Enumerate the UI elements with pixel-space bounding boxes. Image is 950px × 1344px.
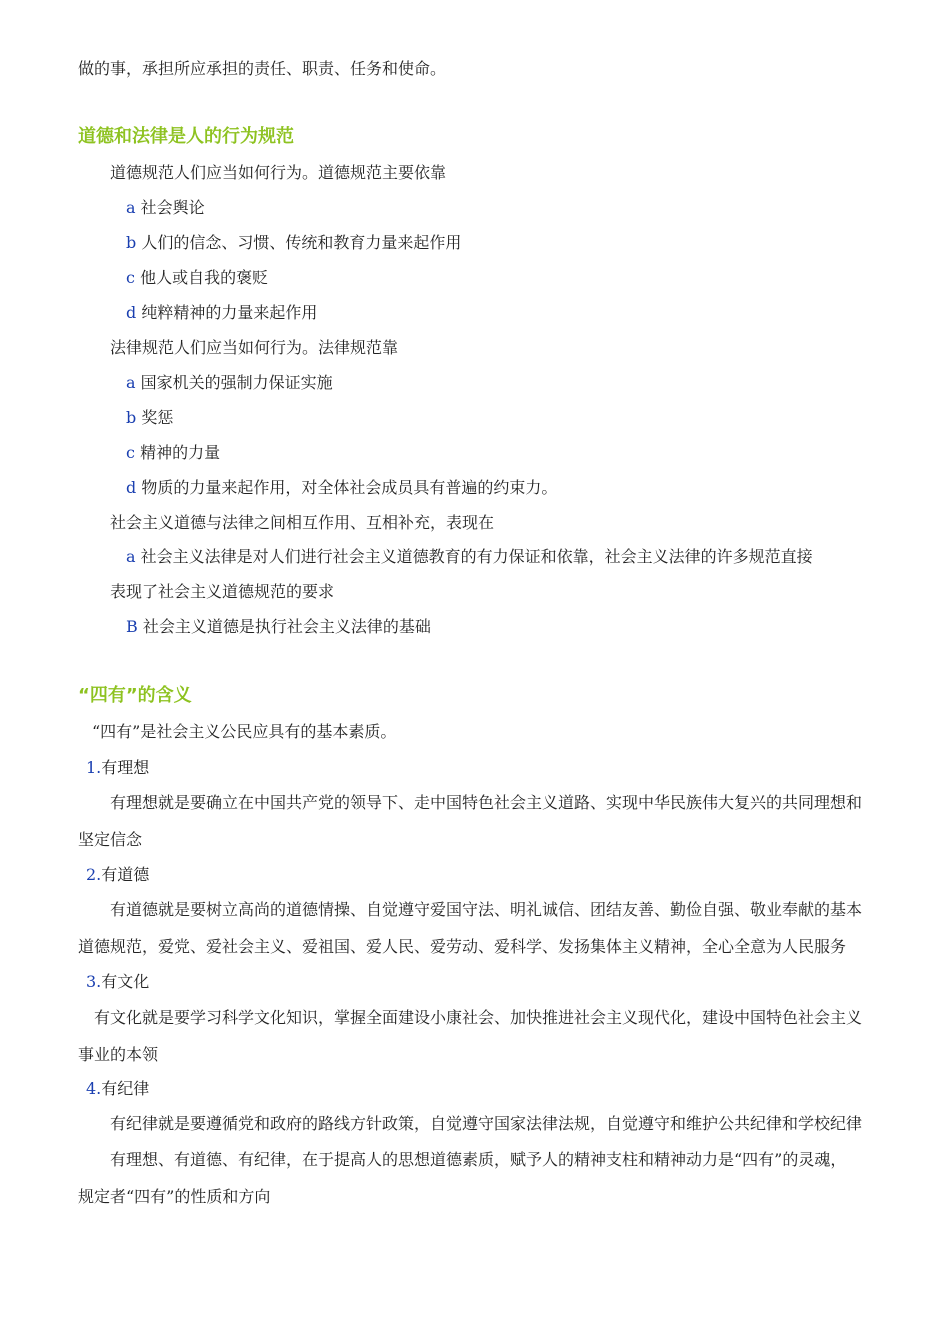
list-item [126,303,317,323]
list-marker: c [126,268,135,287]
numbered-item-title [86,758,149,778]
list-item [126,617,431,637]
list-text: 人们的信念、习惯、传统和教育力量来起作用 [141,233,462,252]
paragraph-line: 有纪律就是要遵循党和政府的路线方针政策，自觉遵守国家法律法规，自觉遵守和维护公共纪律和学校纪律 [110,1114,863,1133]
list-marker: a [126,547,136,566]
list-text: 纯粹精神的力量来起作用 [141,303,318,322]
paragraph-line: 道德规范，爱党、爱社会主义、爱祖国、爱人民、爱劳动、爱科学、发扬集体主义精神，全心全意为人民服务 [78,937,847,956]
section-heading-morality-law: 道德和法律是人的行为规范 [78,126,294,147]
intro-line: 做的事，承担所应承担的责任、职责、任务和使命。 [78,59,447,78]
list-marker: d [126,478,137,497]
list-item [126,373,333,393]
item-title: 有理想 [101,758,150,777]
paragraph-line: 有文化就是要学习科学文化知识，掌握全面建设小康社会、加快推进社会主义现代化，建设中国特色社会主义 [94,1008,863,1027]
list-text: 他人或自我的褒贬 [140,268,269,287]
list-marker: B [126,617,138,636]
list-marker: a [126,198,136,217]
item-number: 3. [86,972,102,991]
list-item [126,443,220,463]
item-number: 2. [86,865,102,884]
section-heading-four-haves: “四有”的含义 [78,685,192,706]
summary-line: 规定者“四有”的性质和方向 [78,1187,271,1206]
list-marker: c [126,443,135,462]
list-text: 物质的力量来起作用，对全体社会成员具有普遍的约束力。 [141,478,558,497]
item-number: 4. [86,1079,102,1098]
list-item [126,233,461,253]
law-norm-intro: 法律规范人们应当如何行为。法律规范靠 [110,338,399,357]
item-number: 1. [86,758,102,777]
list-text: 奖惩 [141,408,174,427]
paragraph-line: 坚定信念 [78,830,143,849]
relation-intro: 社会主义道德与法律之间相互作用、互相补充，表现在 [110,513,495,532]
numbered-item-title [86,865,149,885]
item-title: 有道德 [101,865,150,884]
list-text: 精神的力量 [140,443,221,462]
list-text: 社会舆论 [140,198,205,217]
item-title: 有纪律 [101,1079,150,1098]
list-text: 国家机关的强制力保证实施 [140,373,333,392]
paragraph-line: 有理想就是要确立在中国共产党的领导下、走中国特色社会主义道路、实现中华民族伟大复兴的共同理想和 [110,793,863,812]
list-item-continuation: 表现了社会主义道德规范的要求 [110,582,335,601]
four-haves-intro: “四有”是社会主义公民应具有的基本素质。 [92,722,397,741]
summary-line: 有理想、有道德、有纪律，在于提高人的思想道德素质，赋予人的精神支柱和精神动力是“四有”的灵魂， [110,1150,847,1169]
list-item [126,478,557,498]
list-marker: b [126,233,137,252]
moral-norm-intro: 道德规范人们应当如何行为。道德规范主要依靠 [110,163,447,182]
list-item [126,547,813,567]
list-marker: d [126,303,137,322]
paragraph-line: 事业的本领 [78,1045,159,1064]
list-item [126,408,173,428]
list-text: 社会主义道德是执行社会主义法律的基础 [142,617,431,636]
list-text: 社会主义法律是对人们进行社会主义道德教育的有力保证和依靠，社会主义法律的许多规范直接 [140,547,813,566]
list-item [126,198,205,218]
list-item [126,268,268,288]
numbered-item-title [86,972,149,992]
item-title: 有文化 [101,972,150,991]
list-marker: a [126,373,136,392]
numbered-item-title [86,1079,149,1099]
list-marker: b [126,408,137,427]
paragraph-line: 有道德就是要树立高尚的道德情操、自觉遵守爱国守法、明礼诚信、团结友善、勤俭自强、敬业奉献的基本 [110,900,863,919]
